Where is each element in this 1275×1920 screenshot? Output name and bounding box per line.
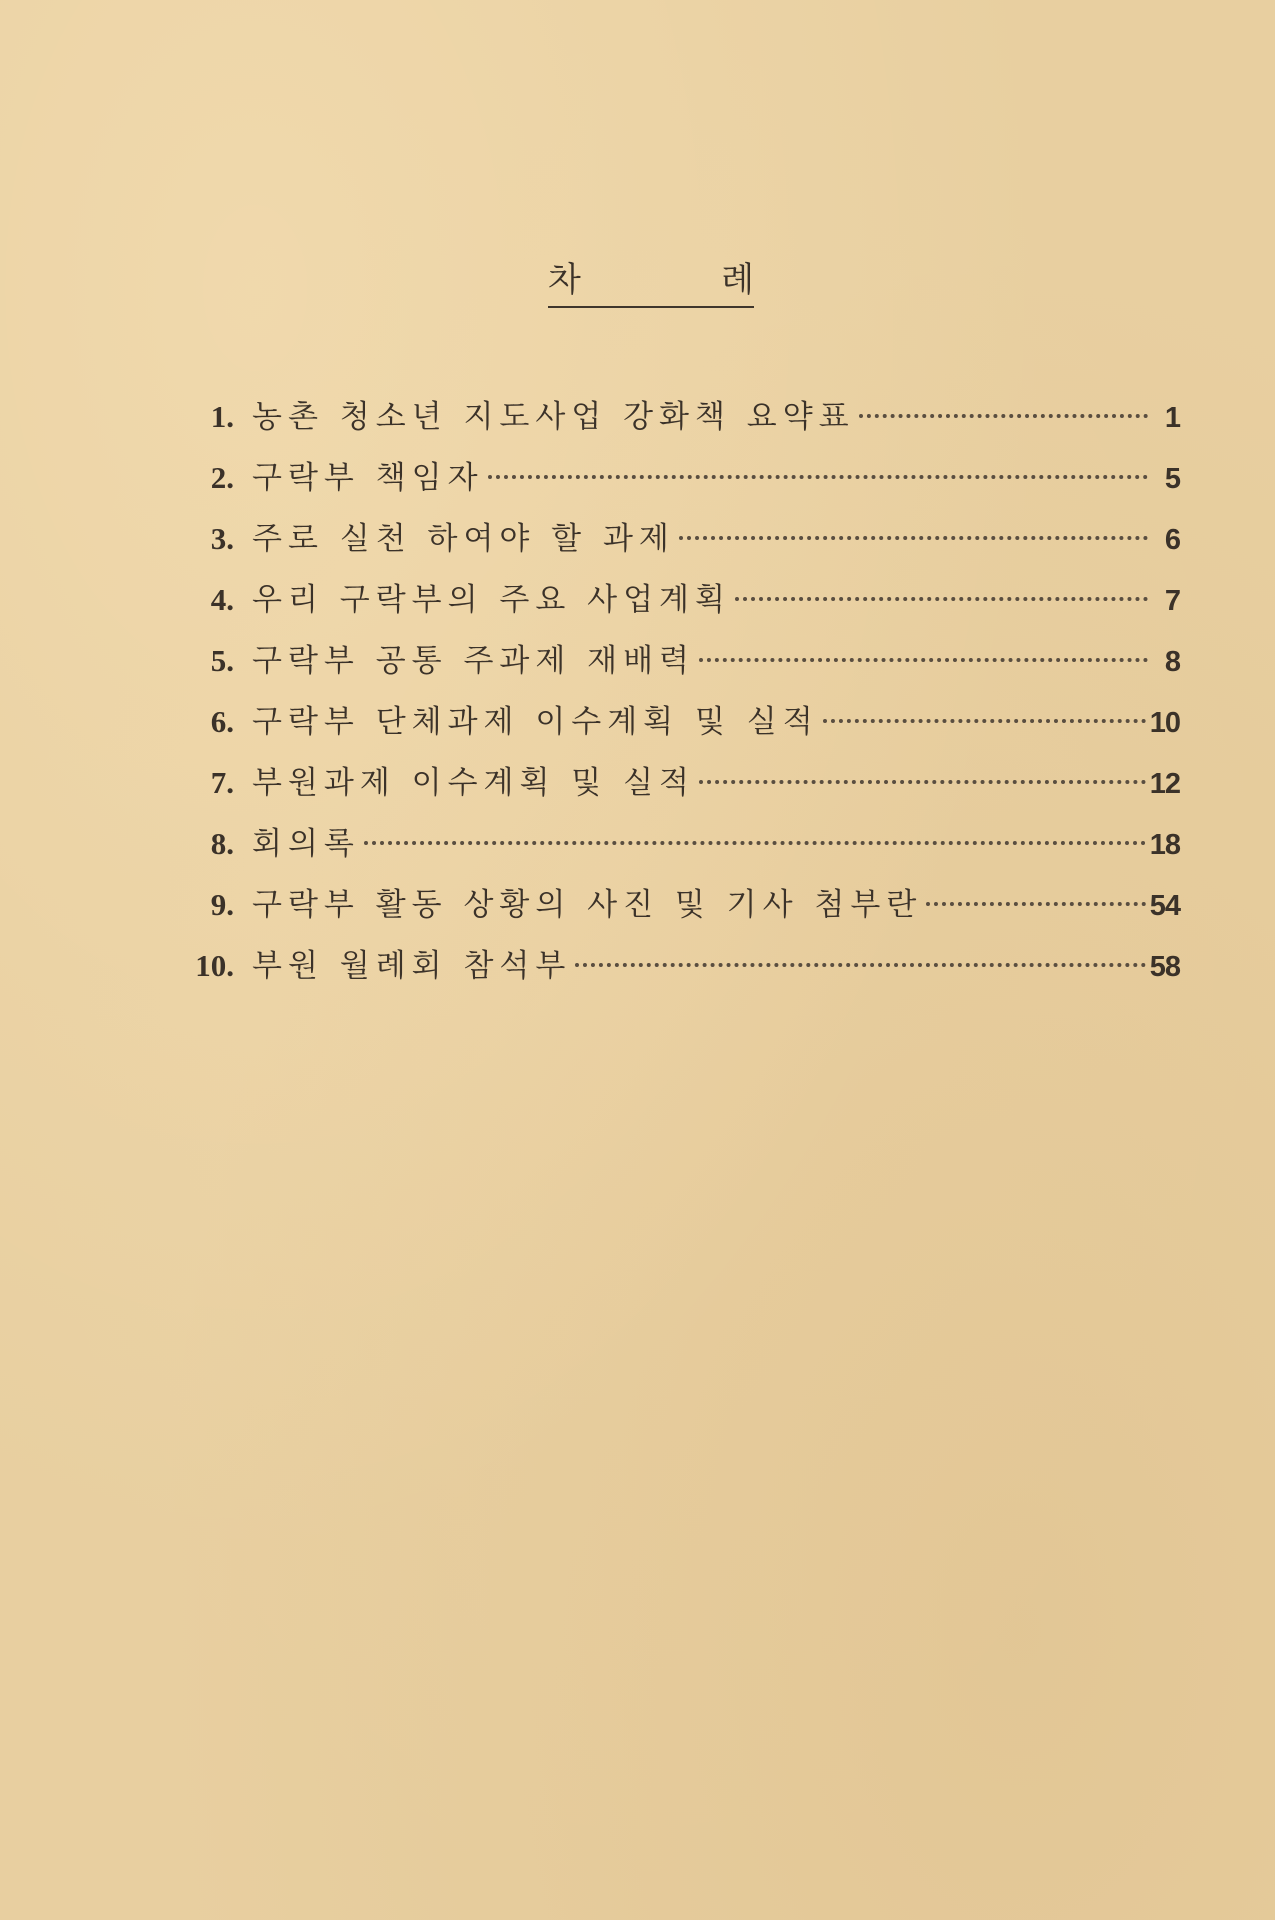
toc-entry-number: 5. [210, 643, 234, 678]
toc-entry [180, 517, 1180, 578]
toc-entry [180, 456, 1180, 517]
toc-entry-label: 주로 실천 하여야 할 과제 [252, 521, 675, 557]
dot-leader [823, 719, 1146, 723]
table-of-contents [180, 395, 1180, 1005]
dot-leader [488, 475, 1148, 479]
toc-entry [180, 395, 1180, 456]
toc-entry-number: 2. [210, 460, 234, 495]
toc-entry [180, 578, 1180, 639]
toc-entry-label: 구락부 단체과제 이수계획 및 실적 [252, 704, 819, 740]
toc-entry [180, 944, 1180, 1005]
title-char-1: 차 [548, 260, 581, 300]
dot-leader [679, 536, 1148, 540]
toc-entry [180, 639, 1180, 700]
toc-entry-number: 8. [210, 826, 234, 861]
toc-entry-label: 구락부 공통 주과제 재배력 [252, 643, 695, 679]
dot-leader [926, 902, 1145, 906]
toc-entry-page: 12 [1149, 768, 1180, 800]
dot-leader [735, 597, 1148, 601]
toc-entry-label: 구락부 책임자 [252, 460, 484, 496]
toc-entry-number: 7. [210, 765, 234, 800]
dot-leader [699, 780, 1146, 784]
toc-entry [180, 883, 1180, 944]
toc-entry [180, 761, 1180, 822]
toc-entry-page: 10 [1149, 707, 1180, 739]
page-title [548, 258, 754, 308]
toc-entry-number: 4. [210, 582, 234, 617]
toc-entry-label: 회의록 [252, 826, 360, 862]
toc-entry-page: 18 [1149, 829, 1180, 861]
toc-entry-page: 54 [1149, 890, 1180, 922]
toc-entry [180, 700, 1180, 761]
toc-entry [180, 822, 1180, 883]
toc-entry-page: 7 [1164, 585, 1180, 617]
toc-entry-page: 58 [1149, 951, 1180, 983]
toc-entry-page: 5 [1164, 463, 1180, 495]
dot-leader [575, 963, 1145, 967]
title-char-2: 례 [721, 260, 754, 300]
toc-entry-number: 1. [210, 399, 234, 434]
toc-entry-page: 1 [1164, 402, 1180, 434]
toc-entry-label: 구락부 활동 상황의 사진 및 기사 첨부란 [252, 887, 923, 923]
toc-entry-label: 농촌 청소년 지도사업 강화책 요약표 [252, 399, 855, 435]
toc-entry-label: 우리 구락부의 주요 사업계획 [252, 582, 731, 618]
dot-leader [859, 414, 1148, 418]
toc-entry-number: 10. [195, 948, 234, 983]
toc-entry-number: 9. [210, 887, 234, 922]
toc-entry-label: 부원 월례회 참석부 [252, 948, 572, 984]
toc-entry-number: 3. [210, 521, 234, 556]
toc-entry-label: 부원과제 이수계획 및 실적 [252, 765, 695, 801]
toc-entry-page: 6 [1164, 524, 1180, 556]
toc-entry-page: 8 [1164, 646, 1180, 678]
toc-entry-number: 6. [210, 704, 234, 739]
dot-leader [364, 841, 1146, 845]
dot-leader [699, 658, 1148, 662]
